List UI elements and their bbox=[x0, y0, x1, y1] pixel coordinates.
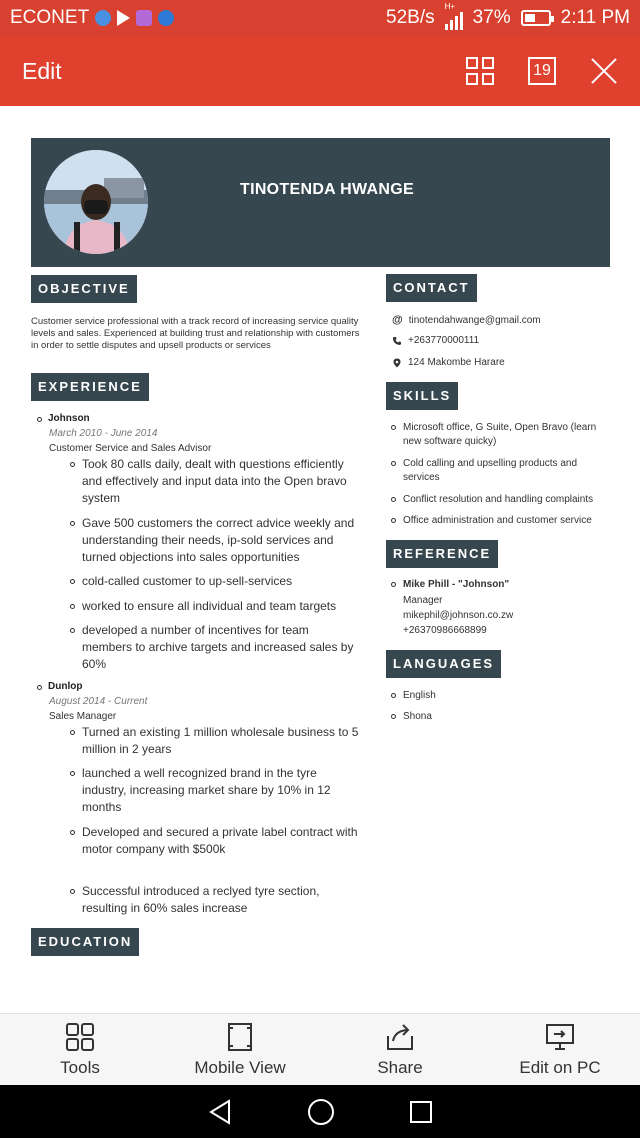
mobile-view-button[interactable] bbox=[160, 1014, 320, 1085]
task-item: Developed and secured a private label contract with motor company with $500k bbox=[82, 824, 362, 858]
task-item: worked to ensure all individual and team targets bbox=[82, 598, 362, 615]
task-item: Took 80 calls daily, dealt with questions efficiently and effectively and input data into the Open bravo system bbox=[82, 456, 362, 507]
edit-button[interactable]: Edit bbox=[22, 57, 62, 84]
contact-address: 124 Makombe Harare bbox=[392, 357, 505, 368]
job-dates: August 2014 - Current bbox=[49, 696, 148, 707]
job-dates: March 2010 - June 2014 bbox=[49, 428, 158, 439]
edit-on-pc-label: Edit on PC bbox=[519, 1057, 601, 1077]
job-company: Johnson bbox=[48, 413, 90, 424]
gallery-icon bbox=[136, 10, 152, 26]
clock: 2:11 PM bbox=[560, 7, 630, 28]
network-speed: 52B/s bbox=[386, 7, 435, 28]
computer-icon bbox=[545, 1022, 575, 1052]
task-item: Successful introduced a reclyed tyre section, resulting in 60% sales increase bbox=[82, 883, 362, 917]
network-type: H+ bbox=[444, 2, 456, 11]
reference-heading: REFERENCE bbox=[386, 540, 498, 568]
share-button[interactable] bbox=[320, 1014, 480, 1085]
objective-text: Customer service professional with a track record of increasing service quality levels and sales. Experienced at building trust and relationship with customers in order to settle disputes and upsell products or services bbox=[31, 316, 360, 351]
reference-email: mikephil@johnson.co.zw bbox=[403, 610, 514, 621]
task-item: launched a well recognized brand in the tyre industry, increasing market share by 10% in 12 months bbox=[82, 765, 362, 816]
skill-item: Microsoft office, G Suite, Open Bravo (learn new software quicky) bbox=[403, 421, 613, 449]
language-item: Shona bbox=[403, 710, 613, 724]
location-pin-icon bbox=[392, 358, 402, 368]
signal-icon bbox=[444, 2, 463, 30]
skill-item: Office administration and customer service bbox=[403, 514, 613, 528]
skills-heading: SKILLS bbox=[386, 382, 458, 410]
skill-item: Cold calling and upselling products and services bbox=[403, 457, 613, 485]
phone-icon bbox=[392, 336, 402, 346]
share-label: Share bbox=[377, 1057, 423, 1077]
edit-on-pc-button[interactable] bbox=[480, 1014, 640, 1085]
resume-name: TINOTENDA HWANGE bbox=[240, 181, 414, 198]
experience-heading: EXPERIENCE bbox=[31, 373, 149, 401]
contact-phone: +263770000111 bbox=[392, 335, 479, 346]
battery-icon bbox=[521, 10, 551, 26]
reference-item bbox=[403, 578, 613, 638]
objective-heading: OBJECTIVE bbox=[31, 275, 137, 303]
at-icon: @ bbox=[392, 314, 403, 326]
layout-grid-icon[interactable] bbox=[466, 57, 494, 85]
carrier-label: ECONET bbox=[10, 7, 90, 28]
home-icon[interactable] bbox=[307, 1098, 335, 1126]
status-bar bbox=[0, 0, 640, 36]
share-icon bbox=[385, 1022, 415, 1052]
task-item: Gave 500 customers the correct advice weekly and understanding their needs, ip-sold services and turned objections into sales opportunities bbox=[82, 515, 362, 566]
bottom-toolbar bbox=[0, 1013, 640, 1085]
mobile-view-label: Mobile View bbox=[194, 1057, 286, 1077]
app-bar bbox=[0, 36, 640, 106]
battery-level: 37% bbox=[472, 7, 511, 28]
reference-position: Manager bbox=[403, 595, 443, 606]
contact-heading: CONTACT bbox=[386, 274, 477, 302]
task-item: cold-called customer to up-sell-services bbox=[82, 573, 362, 590]
reference-name: Mike Phill - "Johnson" bbox=[403, 579, 510, 590]
job-company: Dunlop bbox=[48, 681, 83, 692]
system-nav-bar bbox=[0, 1085, 640, 1138]
browser-icon bbox=[158, 10, 174, 26]
contact-email: @ tinotendahwange@gmail.com bbox=[392, 314, 541, 326]
languages-heading: LANGUAGES bbox=[386, 650, 501, 678]
job-role: Sales Manager bbox=[49, 711, 117, 722]
avatar bbox=[44, 150, 148, 254]
job-role: Customer Service and Sales Advisor bbox=[49, 443, 212, 454]
back-icon[interactable] bbox=[207, 1099, 233, 1125]
tools-icon bbox=[65, 1022, 95, 1052]
recents-icon[interactable] bbox=[409, 1100, 433, 1124]
task-item: Turned an existing 1 million wholesale business to 5 million in 2 years bbox=[82, 724, 362, 758]
page-count-button[interactable]: 19 bbox=[528, 57, 556, 85]
skill-item: Conflict resolution and handling complaints bbox=[403, 493, 613, 507]
play-store-icon bbox=[117, 10, 130, 26]
mobile-view-icon bbox=[225, 1022, 255, 1052]
language-item: English bbox=[403, 689, 613, 703]
tools-label: Tools bbox=[60, 1057, 100, 1077]
task-item: developed a number of incentives for team members to archive targets and increased sales by 60% bbox=[82, 622, 362, 673]
tools-button[interactable] bbox=[0, 1014, 160, 1085]
reference-phone: +26370986668899 bbox=[403, 625, 487, 636]
messenger-icon bbox=[95, 10, 111, 26]
education-heading: EDUCATION bbox=[31, 928, 139, 956]
close-icon[interactable] bbox=[590, 57, 618, 85]
